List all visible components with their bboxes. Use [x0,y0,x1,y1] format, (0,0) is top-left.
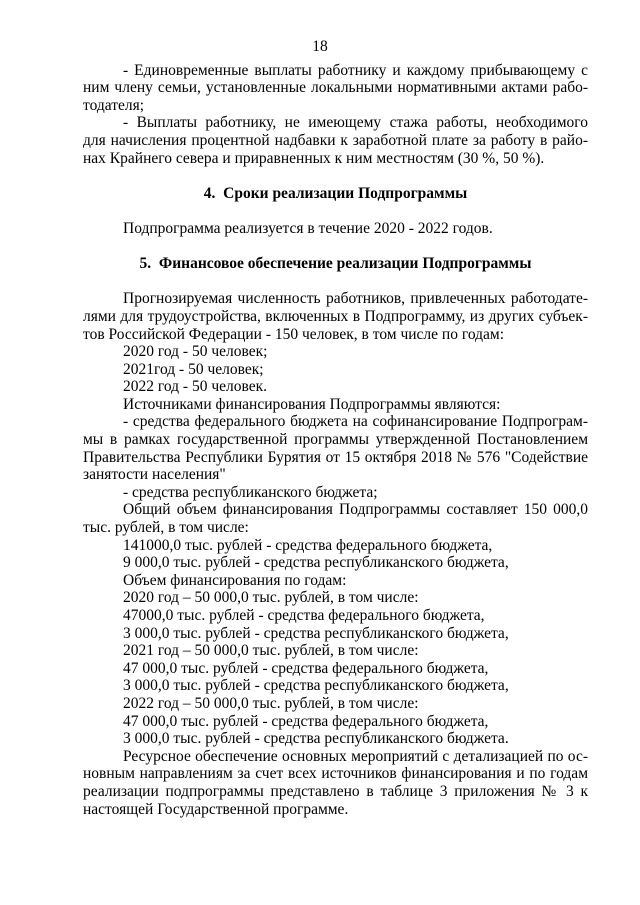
funding-line: 2020 год – 50 000,0 тыс. рублей, в том числе: [123,589,419,607]
para-resources-line: новным направлениям за счет всех источников финансирования и по годам [83,765,588,783]
federal-source-line: мы в рамках государственной программы утвержденной Постановлением [83,431,588,449]
funding-line: 47 000,0 тыс. рублей - средства федерального бюджета, [123,712,489,730]
funding-line: 3 000,0 тыс. рублей - средства республиканского бюджета, [123,677,509,695]
para-resources-line: настоящей Государственной программе. [83,800,349,818]
para-resources-line: реализации подпрограммы представлено в таблице 3 приложения № 3 к [83,782,588,800]
page-number: 18 [312,38,328,55]
funding-line: Объем финансирования по годам: [123,571,347,589]
workers-year-line: 2021год - 50 человек; [123,360,264,378]
funding-line: 9 000,0 тыс. рублей - средства республиканского бюджета, [123,554,509,572]
funding-line: 3 000,0 тыс. рублей - средства республиканского бюджета, [123,624,509,642]
workers-year-line: 2020 год - 50 человек; [123,343,268,361]
para-forecast-line: тов Российской Федерации - 150 человек, в том числе по годам: [83,325,504,343]
para-lump-sum-line: - Единовременные выплаты работнику и каждому прибывающему с [123,61,588,79]
para-lump-sum-line: ним члену семьи, установленные локальными нормативными актами рабо- [83,79,588,97]
text-block [83,62,588,819]
federal-source-line: Правительства Республики Бурятия от 15 октября 2018 № 576 "Содействие [83,448,588,466]
para-forecast-line: Прогнозируемая численность работников, привлеченных работодате- [123,290,588,308]
funding-line: 2022 год – 50 000,0 тыс. рублей, в том числе: [123,694,419,712]
funding-line: 47000,0 тыс. рублей - средства федерального бюджета, [123,607,485,624]
funding-line: 3 000,0 тыс. рублей - средства республиканского бюджета. [123,730,509,748]
total-funding-line: Общий объем финансирования Подпрограммы составляет 150 000,0 [123,501,588,519]
para-no-seniority-line: для начисления процентной надбавки к заработной плате за работу в райо- [83,131,588,149]
republican-source-line: - средства республиканского бюджета; [123,483,378,501]
para-forecast-line: лями для трудоустройства, включенных в Подпрограмму, из других субъек- [83,307,588,325]
para-no-seniority-line: - Выплаты работнику, не имеющему стажа работы, необходимого [123,114,588,132]
total-funding-line: тыс. рублей, в том числе: [83,519,249,537]
funding-line: 47 000,0 тыс. рублей - средства федерального бюджета, [123,659,489,677]
workers-year-line: 2022 год - 50 человек. [123,378,267,396]
para-implementation-period: Подпрограмма реализуется в течение 2020 - 2022 годов. [123,219,493,237]
federal-source-line: занятости населения" [83,466,226,484]
section-5-heading: 5. Финансовое обеспечение реализации Подпрограммы [139,255,532,273]
sources-intro-line: Источниками финансирования Подпрограммы являются: [123,395,501,413]
para-no-seniority-line: нах Крайнего севера и приравненных к ним местностям (30 %, 50 %). [83,149,545,167]
section-4-heading: 4. Сроки реализации Подпрограммы [203,184,468,202]
para-resources-line: Ресурсное обеспечение основных мероприятий с детализацией по ос- [123,747,588,765]
funding-line: 2021 год – 50 000,0 тыс. рублей, в том числе: [123,642,419,660]
para-lump-sum-line: тодателя; [83,96,145,114]
federal-source-line: - средства федерального бюджета на софинансирование Подпрограм- [123,413,588,431]
funding-line: 141000,0 тыс. рублей - средства федерального бюджета, [123,536,493,554]
